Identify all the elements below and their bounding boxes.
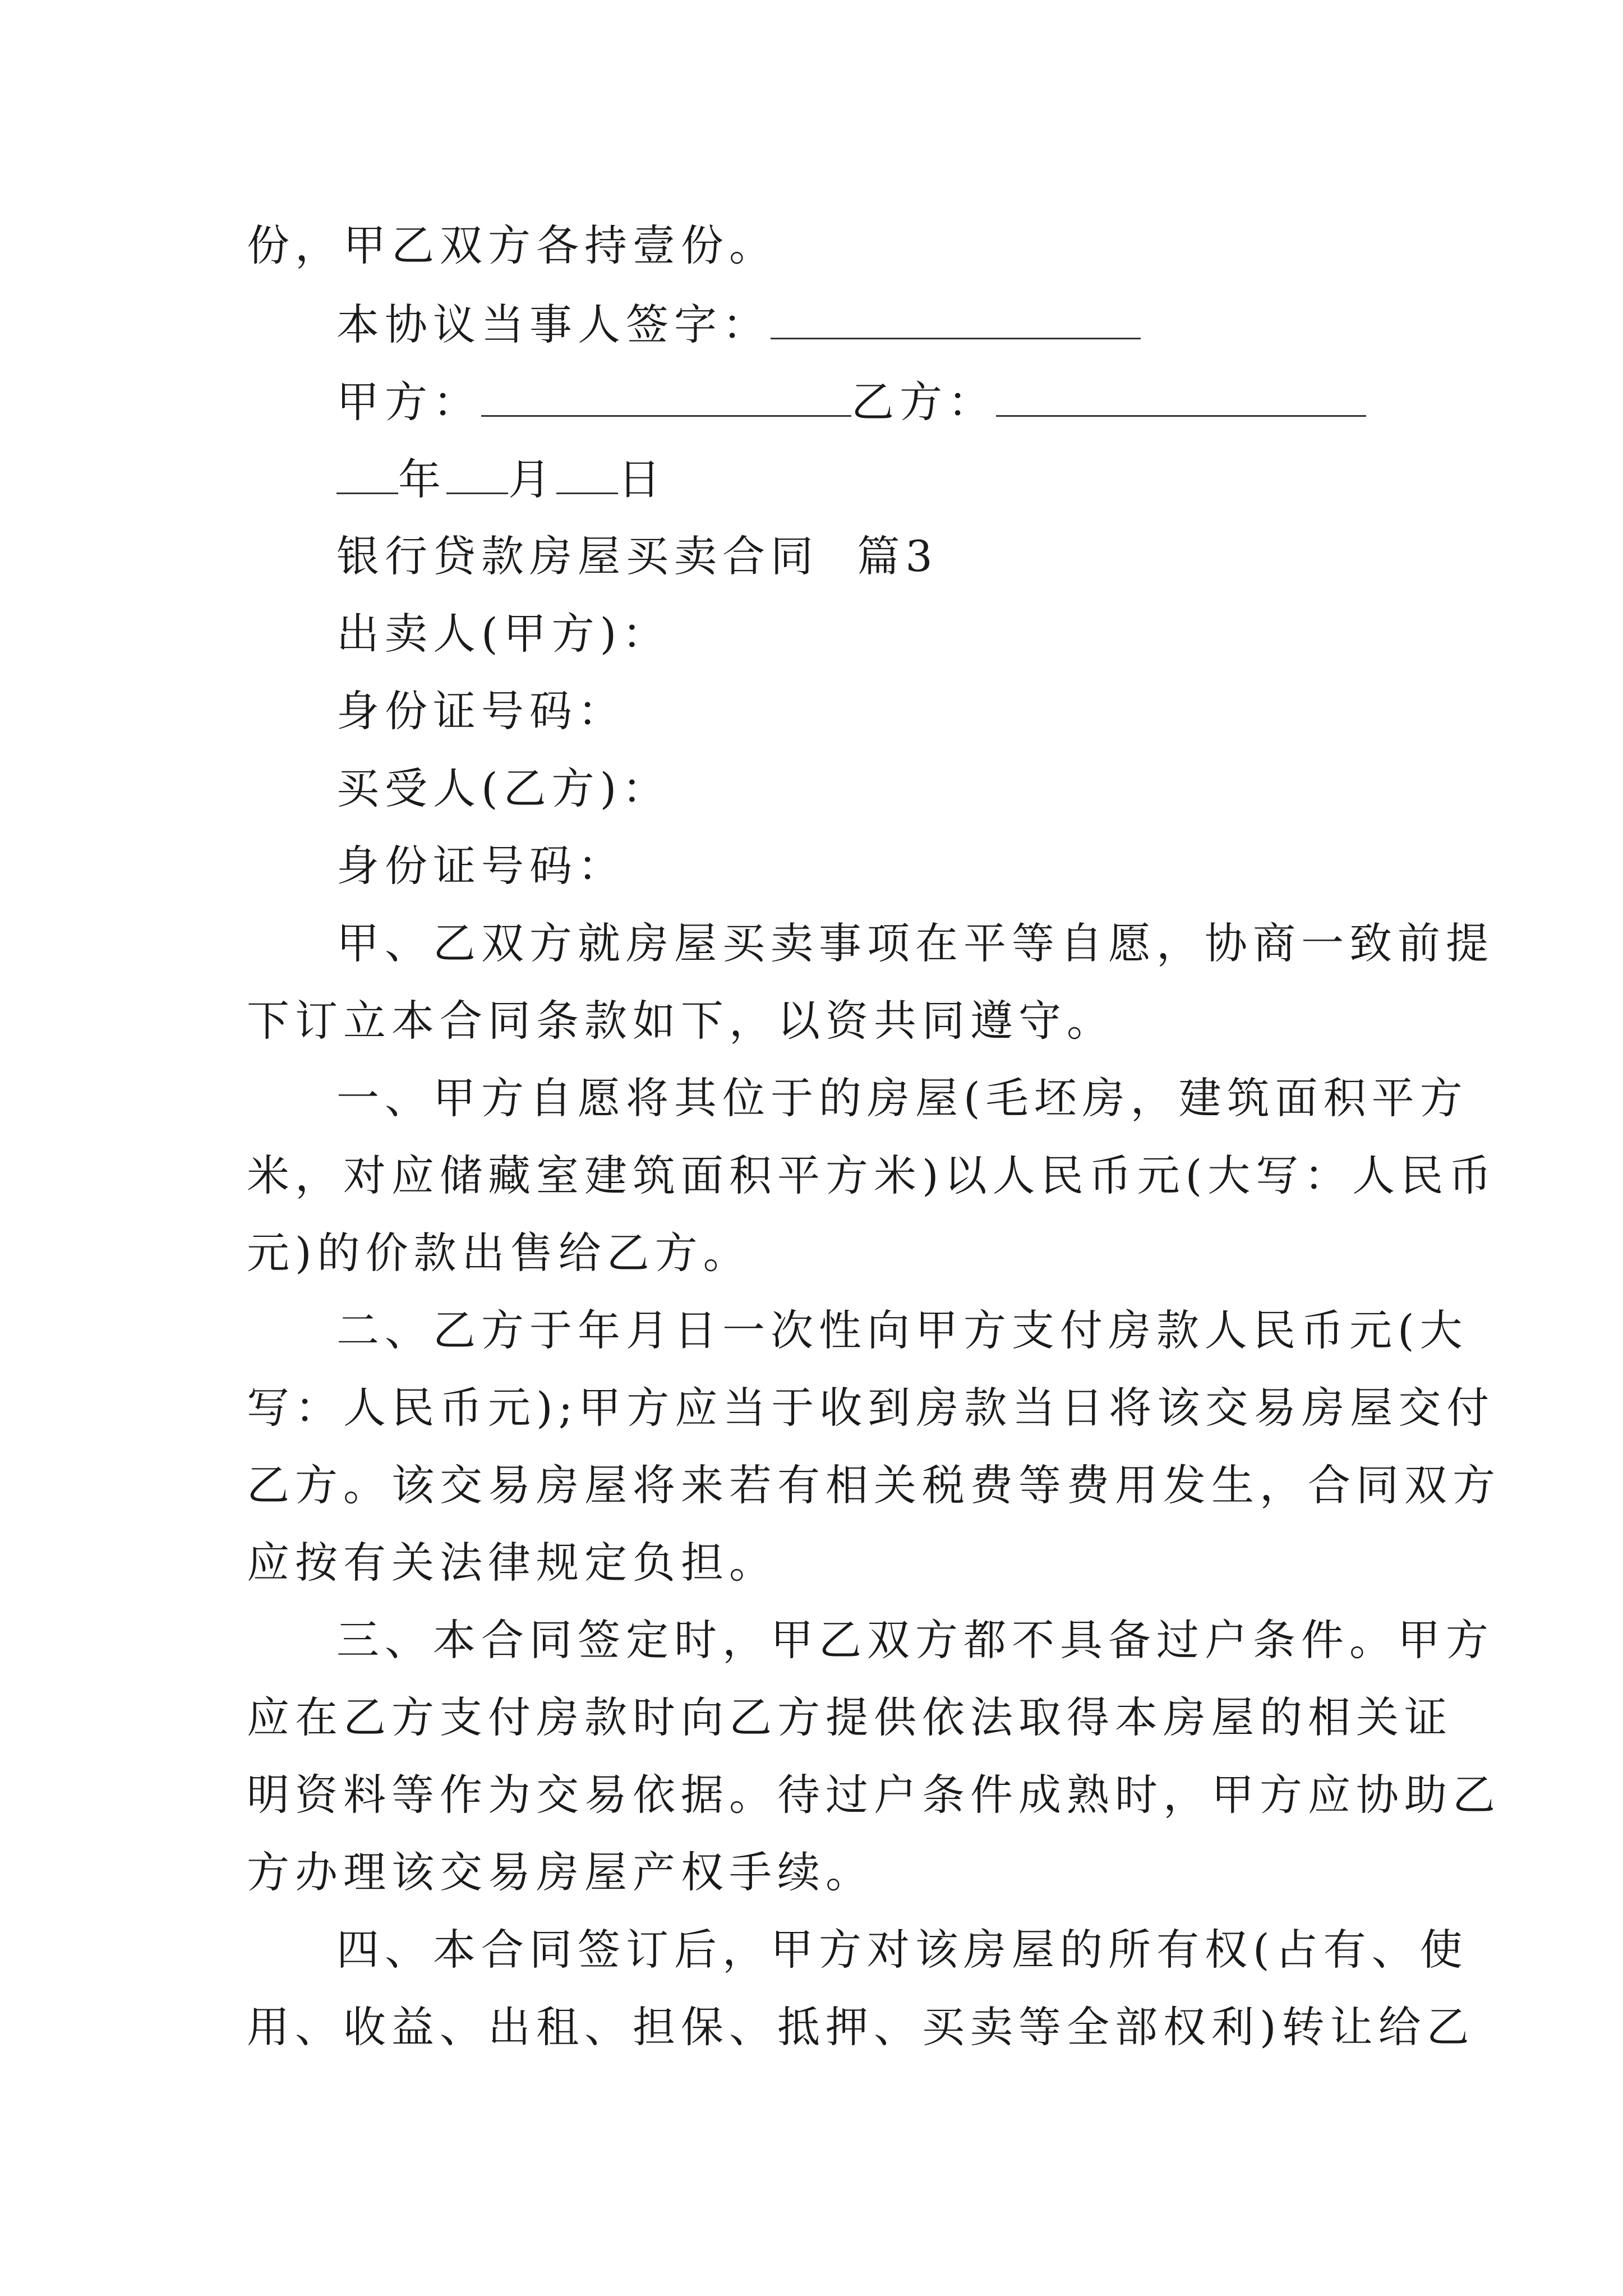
buyer-id-label: 身份证号码：: [336, 841, 626, 891]
party-signature-line: [336, 375, 1481, 429]
section-heading: 银行贷款房屋买卖合同 篇3: [336, 531, 938, 581]
text-line: 甲、乙双方就房屋买卖事项在平等自愿，协商一致前提: [336, 918, 1494, 968]
text-line: 一、甲方自愿将其位于的房屋(毛坯房，建筑面积平方: [336, 1073, 1468, 1123]
text-line: 用、收益、出租、担保、抵押、买卖等全部权利)转让给乙: [247, 2002, 1475, 2052]
date-line: [336, 452, 1481, 507]
text-line: 元)的价款出售给乙方。: [247, 1228, 751, 1278]
text-line: 米，对应储藏室建筑面积平方米)以人民币元(大写：人民币: [247, 1151, 1497, 1200]
text-line: 应在乙方支付房款时向乙方提供依法取得本房屋的相关证: [247, 1692, 1453, 1742]
seller-label: 出卖人(甲方)：: [336, 609, 671, 659]
text-line: 四、本合同签订后，甲方对该房屋的所有权(占有、使: [336, 1925, 1468, 1975]
text-line: 方办理该交易房屋产权手续。: [247, 1847, 874, 1897]
text-line: 下订立本合同条款如下，以资共同遵守。: [247, 996, 1115, 1046]
text-line: 应按有关法律规定负担。: [247, 1538, 777, 1588]
text-line: 乙方。该交易房屋将来若有相关税费等费用发生，合同双方: [247, 1460, 1501, 1510]
signature-line: [336, 297, 1481, 352]
text-line: 写：人民币元);甲方应当于收到房款当日将该交易房屋交付: [247, 1383, 1495, 1433]
text-line: 二、乙方于年月日一次性向甲方支付房款人民币元(大: [336, 1305, 1468, 1355]
day-label: 日: [618, 454, 666, 504]
signature-prompt: 本协议当事人签字：: [336, 300, 771, 349]
month-label: 月: [508, 454, 556, 504]
party-b-label: 乙方：: [851, 377, 996, 427]
buyer-label: 买受人(乙方)：: [336, 763, 671, 813]
seller-id-label: 身份证号码：: [336, 686, 626, 736]
year-blank[interactable]: [336, 452, 398, 494]
party-b-blank[interactable]: [996, 375, 1366, 417]
party-a-blank[interactable]: [481, 375, 851, 417]
party-a-label: 甲方：: [336, 377, 481, 427]
day-blank[interactable]: [556, 452, 618, 494]
text-line: 份，甲乙双方各持壹份。: [247, 220, 777, 270]
year-label: 年: [398, 454, 446, 504]
month-blank[interactable]: [446, 452, 508, 494]
signature-blank[interactable]: [771, 297, 1141, 339]
text-line: 明资料等作为交易依据。待过户条件成熟时，甲方应协助乙: [247, 1770, 1501, 1820]
text-line: 三、本合同签定时，甲乙双方都不具备过户条件。甲方: [336, 1615, 1494, 1665]
